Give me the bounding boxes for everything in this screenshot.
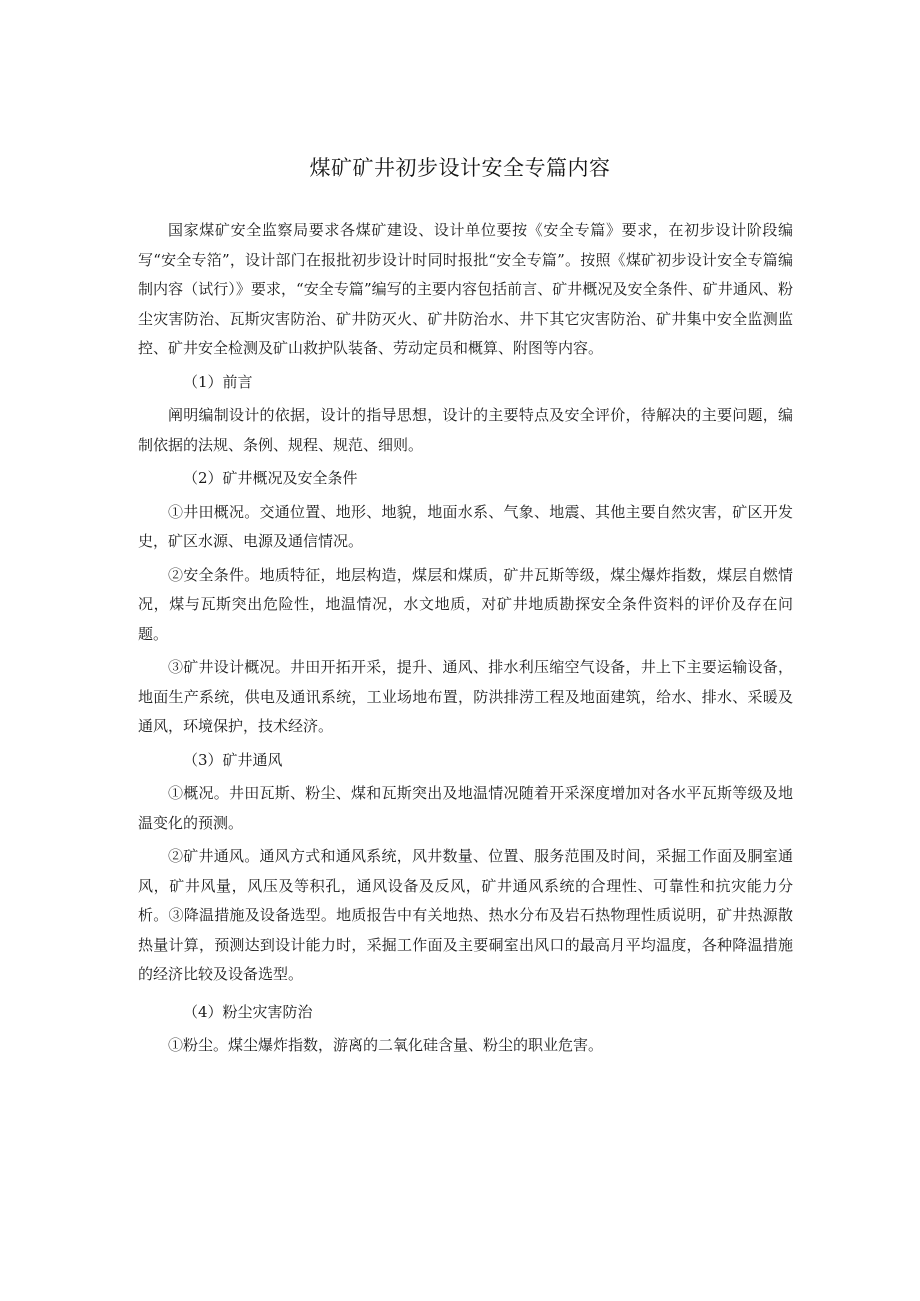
body-paragraph: ①粉尘。煤尘爆炸指数，游离的二氧化硅含量、粉尘的职业危害。 — [168, 1036, 604, 1054]
section-heading-dust-prevention: （4）粉尘灾害防治 — [183, 1002, 313, 1021]
body-paragraph: ①概况。井田瓦斯、粉尘、煤和瓦斯突出及地温情况随着开采深度增加对各水平瓦斯等级及地温变化的预测。 — [138, 784, 793, 832]
body-paragraph: ②安全条件。地质特征，地层构造，煤层和煤质，矿井瓦斯等级，煤尘爆炸指数，煤层自燃情况，煤与瓦斯突出危险性，地温情况，水文地质，对矿井地质勘探安全条件资料的评价及存在问题。 — [138, 565, 793, 643]
document-title: 煤矿矿井初步设计安全专篇内容 — [309, 156, 611, 180]
intro-paragraph: 国家煤矿安全监察局要求各煤矿建设、设计单位要按《安全专篇》要求，在初步设计阶段编写“安全专箔”，设计部门在报批初步设计时同时报批“安全专篇”。按照《煤矿初步设计安全专篇编制内容（试行）》要求，“安全专篇”编写的主要内容包括前言、矿井概况及安全条件、矿井通风、粉尘灾害防治、瓦斯灾害防治、矿井防灭火、矿井防治水、井下其它灾害防治、矿井集中安全监测监控、矿井安全检测及矿山救护队装备、劳动定员和概算、附图等内容。 — [138, 221, 793, 357]
body-paragraph: ①井田概况。交通位置、地形、地貌，地面水系、气象、地震、其他主要自然灾害，矿区开发史，矿区水源、电源及通信情况。 — [138, 502, 793, 550]
document-body — [138, 216, 793, 1065]
section-heading-ventilation: （3）矿井通风 — [183, 750, 283, 769]
body-paragraph: ③矿井设计概况。井田开拓开采，提升、通风、排水利压缩空气设备，井上下主要运输设备，地面生产系统，供电及通讯系统，工业场地布置，防洪排涝工程及地面建筑，给水、排水、采暖及通风，环境保护，技术经济。 — [138, 658, 793, 735]
body-paragraph: 阐明编制设计的依据，设计的指导思想，设计的主要特点及安全评价，待解决的主要问题，编制依据的法规、条例、规程、规范、细则。 — [138, 406, 793, 454]
section-heading-mine-overview: （2）矿井概况及安全条件 — [183, 469, 358, 487]
section-heading-preface: （1）前言 — [183, 372, 253, 391]
body-paragraph: ②矿井通风。通风方式和通风系统，风井数量、位置、服务范围及时间，采掘工作面及胴室通风，矿井风量，风压及等积孔，通风设备及反风，矿井通风系统的合理性、可靠性和抗灾能力分析。③降温措施及设备选型。地质报告中有关地热、热水分布及岩石热物理性质说明，矿井热源散热量计算，预测达到设计能力时，采掘工作面及主要硐室出风口的最高月平均温度，各种降温措施的经济比较及设备选型。 — [138, 847, 793, 983]
